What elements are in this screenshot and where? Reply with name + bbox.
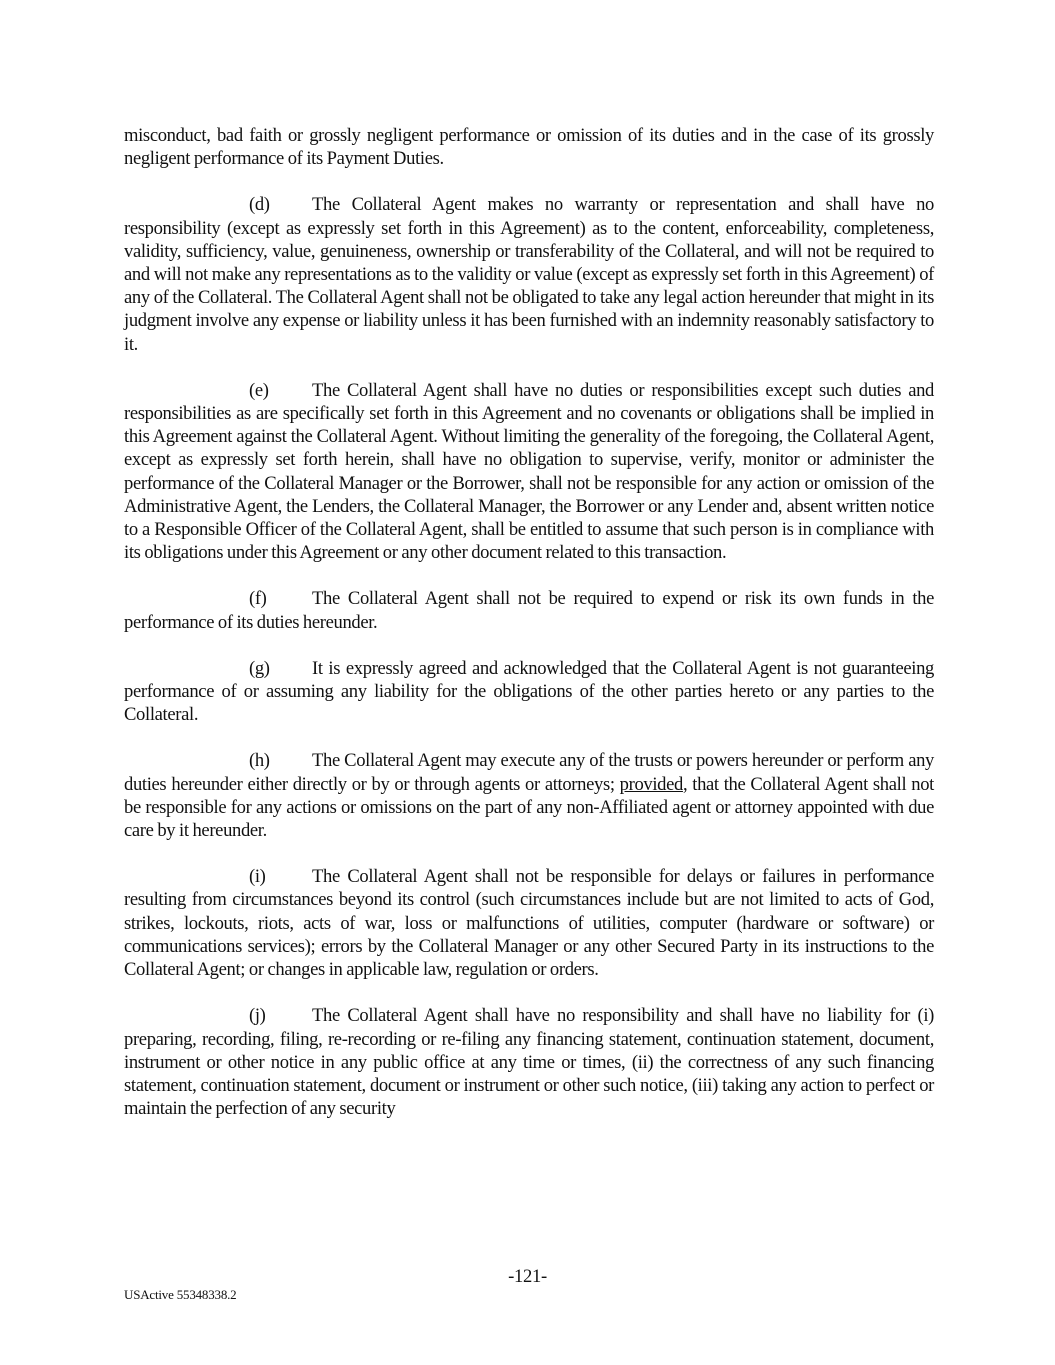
- document-body: [124, 124, 934, 1143]
- paragraph-label: (g): [249, 657, 270, 679]
- paragraph-text-continued: , that the Collateral Agent shall not be responsible for any actions or omissions on the part of any non-Affiliated agent or attorney appointed with due care by it hereunder.: [124, 773, 934, 842]
- paragraph-g: [124, 657, 934, 727]
- paragraph-text: The Collateral Agent shall have no duties or responsibilities except such duties and responsibilities as are specifically set forth in this Agreement and no covenants or obligations shall be implied in this Agreement against the Collateral Agent. Without limiting the generality of the foregoing, the Collateral Agent, except as expressly set forth herein, shall have no obligation to supervise, verify, monitor or administer the performance of the Collateral Manager or the Borrower, shall not be responsible for any action or omission of the Administrative Agent, the Lenders, the Collateral Manager, the Borrower or any Lender and, absent written notice to a Responsible Officer of the Collateral Agent, shall be entitled to assume that such person is in compliance with its obligations under this Agreement or any other document related to this transaction.: [124, 379, 934, 564]
- paragraph-label: (e): [249, 379, 269, 401]
- paragraph-d: [124, 193, 934, 355]
- paragraph-label: (j): [249, 1005, 266, 1027]
- opening-paragraph: misconduct, bad faith or grossly negligent performance or omission of its duties and in the case of its grossly negligent performance of its Payment Duties.: [124, 125, 934, 170]
- paragraph-f: [124, 587, 934, 633]
- paragraph-j: [124, 1004, 934, 1120]
- document-id: USActive 55348338.2: [124, 1287, 237, 1302]
- paragraph-text: The Collateral Agent may execute any of the trusts or powers hereunder or perform any duties hereunder either directly or by or through agents or attorneys;: [124, 750, 934, 795]
- paragraph-label: (h): [249, 750, 270, 772]
- paragraph-label: (i): [249, 866, 266, 888]
- paragraph-text: The Collateral Agent shall have no responsibility and shall have no liability for (i) preparing, recording, filing, re-recording or re-filing any financing statement, continuation statement, document, instrument or other notice in any public office at any time or times, (ii) the correctness of any such financing statement, continuation statement, document or instrument or other such notice, (iii) taking any action to perfect or maintain the perfection of any security: [124, 1005, 934, 1120]
- paragraph-e: [124, 379, 934, 565]
- paragraph-i: [124, 865, 934, 981]
- paragraph-label: (d): [249, 194, 270, 216]
- paragraph-h: [124, 749, 934, 842]
- underlined-term-provided: provided: [619, 773, 683, 795]
- paragraph-text: The Collateral Agent shall not be responsible for delays or failures in performance resulting from circumstances beyond its control (such circumstances include but are not limited to acts of God, strikes, lockouts, riots, acts of war, loss or malfunctions of utilities, computer (hardware or software) or communications services); errors by the Collateral Manager or any other Secured Party in its instructions to the Collateral Agent; or changes in applicable law, regulation or orders.: [124, 866, 934, 981]
- paragraph-label: (f): [249, 588, 267, 610]
- paragraph-text: The Collateral Agent shall not be required to expend or risk its own funds in the performance of its duties hereunder.: [124, 588, 934, 633]
- page-number: -121-: [508, 1266, 547, 1287]
- paragraph-text: It is expressly agreed and acknowledged that the Collateral Agent is not guaranteeing performance of or assuming any liability for the obligations of the other parties hereto or any parties to the Collateral.: [124, 657, 934, 726]
- paragraph-text: The Collateral Agent makes no warranty or representation and shall have no responsibility (except as expressly set forth in this Agreement) as to the content, enforceability, completeness, validity, sufficiency, value, genuineness, ownership or transferability of the Collateral, and will not be required to and will not make any representations as to the validity or value (except as expressly set forth in this Agreement) of any of the Collateral. The Collateral Agent shall not be obligated to take any legal action hereunder that might in its judgment involve any expense or liability unless it has been furnished with an indemnity reasonably satisfactory to it.: [124, 194, 934, 355]
